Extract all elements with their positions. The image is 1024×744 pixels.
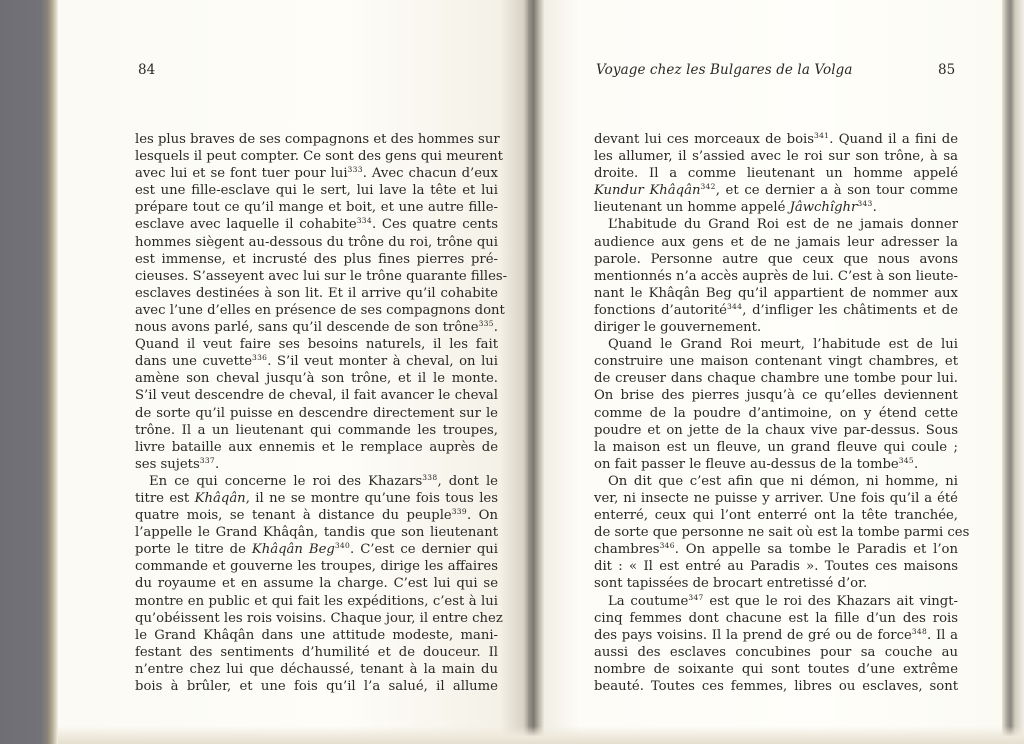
text-line [594,131,958,148]
italic-term: Khâqân Beg [251,542,335,558]
text-segment: dans une cuvette [135,354,253,370]
text-segment: sont tapissées de brocart entretissé d’or. [594,576,868,592]
text-segment: parole. Personne autre que ceux que nous avons [594,251,958,267]
text-line [594,661,958,678]
text-line [594,541,958,558]
footnote-ref: 346 [659,541,675,551]
text-segment: est immense, et incrusté des plus fines pierres pré- [135,251,498,267]
text-segment: enterré, ceux qui l’ont enterré ont la tête tranchée, [594,508,958,524]
text-line [135,439,498,456]
text-segment: de sorte que personne ne sait où est la tombe parmi ces [594,525,970,541]
text-line [135,575,498,592]
text-line [594,353,958,370]
text-line [594,575,958,592]
text-line [594,558,958,575]
footnote-ref: 336 [252,353,268,363]
text-segment: des pays voisins. Il la prend de gré ou de force [594,627,912,643]
text-segment: prépare tout ce qu’il mange et boit, et une autre fille- [135,200,498,216]
text-line [594,216,958,233]
text-line [594,148,958,165]
text-segment: Quand il veut faire ses besoins naturels, il les fait [135,337,498,353]
text-line [135,507,498,524]
text-segment: aussi des esclaves concubines pour sa couche au [594,644,958,660]
text-line [594,234,958,251]
text-segment: les plus braves de ses compagnons et des hommes sur [135,132,500,147]
text-line [135,422,498,439]
footnote-ref: 334 [356,216,372,226]
text-segment: L’habitude du Grand Roi est de ne jamais donner [608,217,958,233]
footnote-ref: 348 [911,626,928,636]
footnote-ref: 338 [422,472,438,482]
text-line [594,644,958,661]
text-line [594,524,970,541]
left-page [58,0,528,744]
text-line [594,593,958,610]
text-line [135,490,498,507]
text-segment: , dont le [437,473,498,489]
footnote-ref: 347 [688,592,704,602]
page-number-left: 84 [138,62,156,78]
text-segment: avec l’une d’elles en présence de ses compagnons dont [135,302,505,318]
text-line [594,422,958,439]
text-line [135,251,498,268]
text-segment: On dit que c’est afin que ni démon, ni homme, ni [608,473,958,489]
text-segment: titre est [135,490,195,506]
right-page [544,0,1002,744]
text-line [135,644,498,661]
text-segment: lieutenant un homme appelé [594,200,790,216]
text-segment: S’il veut descendre de cheval, il fait avancer le cheval [135,388,498,404]
text-segment: quatre mois, se tenant à distance du peuple [135,508,452,524]
text-line [135,473,498,490]
text-line [594,610,958,627]
text-segment: diriger le gouvernement. [594,320,762,336]
text-line [594,268,958,285]
text-line [594,490,958,507]
text-segment: construire une maison contenant vingt chambres, et [594,354,958,370]
italic-term: Kundur Khâqân [594,183,701,199]
text-line [594,336,958,353]
text-line [135,268,508,285]
text-line [135,593,498,610]
text-line [135,234,498,251]
text-line [594,319,958,336]
text-segment: commande et gouverne les troupes, dirige les affaires [135,559,498,575]
page-edge-right [1002,0,1024,744]
text-line [135,216,498,233]
footnote-ref: 335 [478,319,494,329]
text-segment: . [493,320,498,336]
text-segment: trône. Il a un lieutenant qui commande les troupes, [135,422,498,438]
text-line [135,610,503,627]
text-line [594,182,958,199]
text-line [135,370,498,387]
footnote-ref: 340 [334,541,351,551]
text-line [594,678,958,695]
text-segment: cieuses. S’asseyent avec lui sur le trône quarante filles- [135,268,508,284]
text-line [135,131,498,148]
text-segment: n’entre chez lui que déchaussé, tenant à la main du [135,661,498,677]
running-head: Voyage chez les Bulgares de la Volga [596,62,853,78]
text-line [135,456,498,473]
text-segment: . On [466,508,498,524]
footnote-ref: 343 [857,199,873,209]
text-line [594,285,958,302]
text-segment: Quand le Grand Roi meurt, l’habitude est de lui [608,337,958,353]
scanner-binding-strip [0,0,58,744]
text-segment: poudre et on jette de la chaux vive par-dessus. Sous [594,422,958,438]
text-line [594,387,958,404]
text-segment: . Quand il a fini de [829,132,958,147]
text-line [135,524,498,541]
text-segment: est une fille-esclave qui le sert, lui lave la tête et lui [135,183,498,199]
text-segment: mentionnés n’a accès auprès de lui. C’est à son lieute- [594,268,958,284]
text-segment: cinq femmes dont chacune est la fille d’un des rois [594,610,958,626]
text-segment: . [214,456,220,472]
text-segment: . On appelle sa tombe le Paradis et l’on [674,542,958,558]
text-line [135,678,498,695]
text-segment: . Avec chacun d’eux [362,166,498,182]
text-segment: du royaume et en assume la charge. C’est lui qui se [135,576,498,592]
text-segment: esclave avec laquelle il cohabite [135,217,357,233]
text-segment: hommes siègent au-dessous du trône du roi, trône qui [135,234,498,250]
text-line [135,661,498,678]
text-line [594,199,958,216]
text-segment: comme de la poudre d’antimoine, on y étend cette [594,405,958,421]
footnote-ref: 345 [898,455,914,465]
text-line [135,336,498,353]
text-segment: ses sujets [135,456,200,472]
text-segment: livre bataille aux ennemis et le remplace auprès de [135,439,498,455]
text-line [594,370,958,387]
text-segment: nombre de soixante qui sont toutes d’une extrême [594,661,958,677]
text-line [135,387,498,404]
text-segment: En ce qui concerne le roi des Khazars [149,473,423,489]
text-line [594,251,958,268]
text-segment: esclaves destinées à son lit. Et il arrive qu’il cohabite [135,285,498,301]
footnote-ref: 344 [726,301,743,311]
text-segment: , il ne se montre qu’une fois tous les [245,490,498,506]
book-gutter [528,0,544,744]
left-page-body [135,131,508,695]
text-segment: , d’infliger les châtiments et de [742,302,959,318]
text-segment: bois à brûler, et une fois qu’il l’a salué, il allume [135,679,498,694]
text-segment: fonctions d’autorité [594,302,727,318]
footnote-ref: 339 [451,507,467,517]
text-segment: . [913,456,919,472]
text-segment: ver, ni insecte ne puisse y arriver. Une fois qu’il a été [594,490,958,506]
text-segment: La coutume [608,593,689,609]
text-line [135,302,505,319]
text-line [594,405,958,422]
text-segment: de creuser dans chaque chambre une tombe pour lui. [594,371,958,387]
footnote-ref: 342 [700,182,716,192]
text-segment: chambres [594,542,660,558]
text-segment: festant des sentiments d’humilité et de douceur. Il [135,644,498,660]
text-segment: qu’obéissent les rois voisins. Chaque jour, il entre chez [135,610,503,626]
text-segment: lesquels il peut compter. Ce sont des gens qui meurent [135,149,503,165]
text-line [135,285,498,302]
text-line [135,353,498,370]
text-line [594,302,958,319]
text-line [135,148,503,165]
italic-term: Jâwchîghr [789,200,858,216]
text-line [135,182,498,199]
text-line [135,627,498,644]
text-segment: nous avons parlé, sans qu’il descende de son trône [135,320,479,336]
text-segment: . S’il veut monter à cheval, on lui [267,354,498,370]
footnote-ref: 341 [814,131,830,140]
text-line [135,319,498,336]
right-page-body [594,131,970,695]
text-segment: . [872,200,877,216]
text-segment: le Grand Khâqân dans une attitude modeste, mani- [135,627,498,643]
text-line [594,627,958,644]
text-segment: On brise des pierres jusqu’à ce qu’elles deviennent [594,388,958,404]
italic-term: Khâqân [194,490,246,506]
text-line [594,456,958,473]
text-segment: amène son cheval jusqu’à son trône, et il le monte. [135,371,498,387]
text-line [594,165,958,182]
text-segment: audience aux gens et de ne jamais leur adresser la [594,234,958,250]
text-segment: les allumer, il s’assied avec le roi sur son trône, à sa [594,149,958,165]
text-segment: nant le Khâqân Beg qu’il appartient de nommer aux [594,285,958,301]
scan-bottom-shadow [58,726,1024,744]
text-segment: porte le titre de [135,542,252,558]
text-line [135,199,498,216]
text-segment: . Ces quatre cents [371,217,498,233]
text-segment: . Il a [927,627,958,643]
footnote-ref: 337 [199,455,215,465]
text-segment: . C’est ce dernier qui [350,542,498,558]
text-line [594,439,958,456]
text-segment: est que le roi des Khazars ait vingt- [703,593,958,609]
page-number-right: 85 [938,62,956,78]
text-segment: l’appelle le Grand Khâqân, tandis que son lieutenant [135,525,498,541]
text-segment: beauté. Toutes ces femmes, libres ou esclaves, sont [594,679,958,694]
text-line [135,165,498,182]
text-segment: droite. Il a comme lieutenant un homme appelé [594,166,958,182]
text-segment: , et ce dernier a à son tour comme [715,183,958,199]
text-segment: on fait passer le fleuve au-dessus de la tombe [594,456,899,472]
text-segment: la maison est un fleuve, un grand fleuve qui coule ; [594,439,958,455]
text-segment: devant lui ces morceaux de bois [594,132,815,147]
text-segment: de sorte qu’il puisse en descendre directement sur le [135,405,498,421]
text-line [135,541,498,558]
footnote-ref: 333 [347,165,363,175]
text-line [135,558,498,575]
text-line [594,507,958,524]
text-segment: dit : « Il est entré au Paradis ». Toutes ces maisons [594,559,958,575]
text-segment: montre en public et qui fait les expéditions, c’est à lui [135,593,498,609]
text-line [594,473,958,490]
text-segment: avec lui et se font tuer pour lui [135,166,348,182]
text-line [135,405,498,422]
